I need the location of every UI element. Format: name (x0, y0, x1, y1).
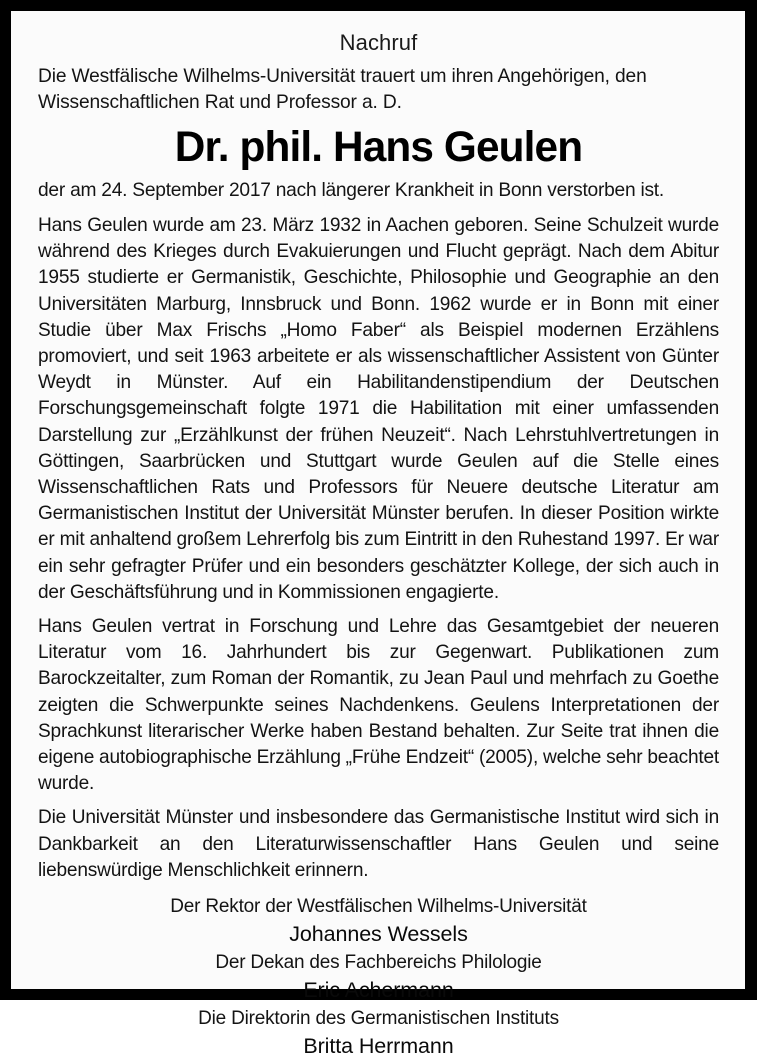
signatory-director (38, 1006, 719, 1060)
remembrance-paragraph: Die Universität Münster und insbesondere das Germanistische Institut wird sich in Dankbarkeit an den Literaturwissenschaftler Hans Geulen und seine liebenswürdige Menschlichkeit erinnern. (38, 807, 719, 881)
signatory-name: Johannes Wessels (289, 922, 468, 947)
death-date-line: der am 24. September 2017 nach längerer Krankheit in Bonn verstorben ist. (38, 180, 664, 201)
signatory-rector (38, 894, 719, 948)
deceased-name-heading: Dr. phil. Hans Geulen (174, 123, 583, 171)
signatory-role: Der Dekan des Fachbereichs Philologie (215, 952, 542, 974)
signatory-name: Britta Herrmann (303, 1034, 454, 1059)
signatory-dean (38, 950, 719, 1004)
signature-block (38, 894, 719, 1060)
obituary-notice (11, 11, 745, 1059)
scholarship-paragraph: Hans Geulen vertrat in Forschung und Lehre das Gesamtgebiet der neueren Literatur vom 16. Jahrhundert bis zur Gegenwart. Publikationen zum Barockzeitalter, zum Roman der Romantik, zu Jean Paul und mehrfach zu Goethe zeigten die Schwerpunkte seines Nachdenkens. Geulens Interpretationen der Sprachkunst literarischer Werke haben Bestand behalten. Zur Seite trat ihnen die eigene autobiographische Erzählung „Frühe Endzeit“ (2005), welche sehr beachtet wurde. (38, 616, 720, 795)
signatory-name: Eric Achermann (303, 978, 454, 1003)
notice-lead-text: Die Westfälische Wilhelms-Universität trauert um ihren Angehörigen, den Wissenschaftlichen Rat und Professor a. D. (38, 66, 647, 113)
notice-kicker: Nachruf (339, 30, 418, 55)
biography-paragraph: Hans Geulen wurde am 23. März 1932 in Aachen geboren. Seine Schulzeit wurde während des Krieges durch Evakuierungen und Flucht geprägt. Nach dem Abitur 1955 studierte er Germanistik, Geschichte, Philosophie und Geographie an den Universitäten Marburg, Innsbruck und Bonn. 1962 wurde er in Bonn mit einer Studie über Max Frischs „Homo Faber“ als Beispiel modernen Erzählens promoviert, und seit 1963 arbeitete er als wissenschaftlicher Assistent von Günter Weydt in Münster. Auf ein Habilitandenstipendium der Deutschen Forschungsgemeinschaft folgte 1971 die Habilitation mit einer umfassenden Darstellung zur „Erzählkunst der frühen Neuzeit“. Nach Lehrstuhlvertretungen in Göttingen, Saarbrücken und Stuttgart wurde Geulen auf die Stelle eines Wissenschaftlichen Rats und Professors für Neuere deutsche Literatur am Germanistischen Institut der Universität Münster berufen. In dieser Position wirkte er mit anhaltend großem Lehrerfolg bis zum Eintritt in den Ruhestand 1997. Er war ein sehr gefragter Prüfer und ein besonders geschätzter Kollege, der sich auch in der Geschäftsführung und in Kommissionen engagierte. (38, 215, 719, 603)
signatory-role: Die Direktorin des Germanistischen Instituts (198, 1008, 559, 1030)
signatory-role: Der Rektor der Westfälischen Wilhelms-Universität (170, 896, 587, 918)
